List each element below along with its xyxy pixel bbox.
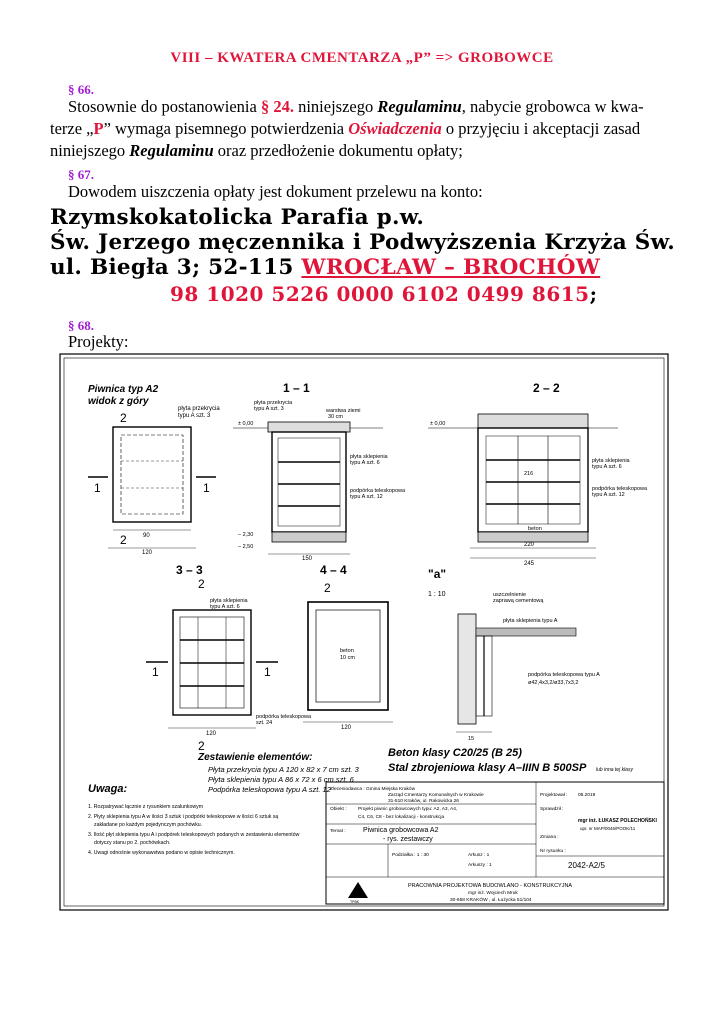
svg-text:120: 120 (341, 725, 352, 731)
svg-text:zakładane po każdym pojedynczy: zakładane po każdym pojedynczym pochówku. (94, 822, 203, 828)
svg-text:beton: beton (528, 526, 542, 532)
section-66-number: § 66. (68, 82, 94, 97)
svg-text:ø42,4x3,2/ø33,7x3,2: ø42,4x3,2/ø33,7x3,2 (528, 680, 579, 686)
svg-text:TPBK: TPBK (350, 900, 360, 904)
section-67-number: § 67. (68, 167, 94, 182)
city-name: WROCŁAW – BROCHÓW (301, 255, 601, 280)
account-holder-line-2: Św. Jerzego męczennika i Podwyższenia Krzyża Św. (50, 230, 676, 255)
section-68-number: § 68. (68, 318, 94, 333)
svg-text:PRACOWNIA PROJEKTOWA BUDOWLANO: PRACOWNIA PROJEKTOWA BUDOWLANO - KONSTRUKCYJNA (408, 883, 573, 889)
svg-text:120: 120 (142, 550, 153, 556)
title-block (326, 782, 664, 904)
svg-text:3. Ilość płyt sklepienia typu: 3. Ilość płyt sklepienia typu A i podpórek teleskopowych podanych w zestawieniu elementów (88, 832, 300, 838)
svg-text:- rys. zestawczy: - rys. zestawczy (383, 836, 433, 843)
plan-view (88, 384, 220, 556)
svg-text:120: 120 (206, 731, 217, 737)
svg-text:Projekt piwnic grobowcowych ty: Projekt piwnic grobowcowych typu: A2, A3, A4, (358, 807, 458, 812)
svg-text:Arkusz : 1: Arkusz : 1 (468, 853, 490, 858)
svg-text:Uwaga:: Uwaga: (88, 783, 128, 795)
svg-text:typu A szt. 6: typu A szt. 6 (350, 460, 380, 466)
svg-text:Płyta sklepienia typu A 86 x 7: Płyta sklepienia typu A 86 x 72 x 6 cm szt. 6 (208, 775, 354, 784)
svg-text:2042-A2/5: 2042-A2/5 (568, 861, 605, 870)
svg-text:Płyta przekrycia typu A 120 x: Płyta przekrycia typu A 120 x 82 x 7 cm szt. 3 (208, 765, 359, 774)
svg-text:10 cm: 10 cm (340, 655, 355, 661)
svg-text:lub inna tej klasy: lub inna tej klasy (596, 767, 633, 773)
svg-text:płyta przekrycia: płyta przekrycia (254, 400, 293, 406)
svg-text:2: 2 (198, 577, 205, 591)
material-specs (388, 747, 633, 774)
svg-text:31-510 Kraków, ul. Rakowicka 2: 31-510 Kraków, ul. Rakowicka 26 (388, 799, 459, 804)
svg-text:1: 1 (152, 665, 159, 679)
svg-text:Beton klasy C20/25 (B 25): Beton klasy C20/25 (B 25) (388, 747, 522, 759)
svg-text:mgr inż. Wojciech Mruk: mgr inż. Wojciech Mruk (468, 891, 518, 896)
section-reference: § 24. (260, 97, 294, 116)
account-holder-line-1: Rzymskokatolicka Parafia p.w. (50, 205, 425, 230)
bank-account-number: 98 1020 5226 0000 6102 0499 8615; (170, 282, 598, 306)
plan-section-mark: 2 (120, 411, 127, 425)
svg-text:15: 15 (468, 736, 475, 742)
svg-text:płyta sklepienia typu A: płyta sklepienia typu A (503, 618, 558, 624)
svg-text:± 0,00: ± 0,00 (238, 421, 254, 427)
section-67-text: Dowodem uiszczenia opłaty jest dokument przelewu na konto: (68, 182, 483, 201)
svg-text:Zestawienie elementów:: Zestawienie elementów: (198, 752, 313, 763)
company-logo-icon (348, 882, 368, 898)
svg-text:1 – 1: 1 – 1 (283, 381, 310, 395)
svg-text:150: 150 (302, 556, 313, 562)
svg-text:1 : 10: 1 : 10 (428, 591, 446, 598)
section-68-text: Projekty: (68, 332, 129, 351)
crypt-construction-drawing (58, 352, 670, 912)
svg-text:3 – 3: 3 – 3 (176, 563, 203, 577)
plan-subtitle: widok z góry (88, 396, 149, 407)
svg-text:upr. nr MAP/0046/POOK/11: upr. nr MAP/0046/POOK/11 (580, 826, 636, 831)
svg-text:Piwnica grobowcowa A2: Piwnica grobowcowa A2 (363, 827, 439, 834)
svg-text:typu A szt. 12: typu A szt. 12 (350, 494, 383, 500)
svg-text:Arkuszy : 1: Arkuszy : 1 (468, 863, 492, 868)
svg-text:Zarząd Cmentarzy Komunalnych w: Zarząd Cmentarzy Komunalnych w Krakowie (388, 793, 484, 798)
svg-text:1: 1 (94, 481, 101, 495)
svg-text:216: 216 (524, 471, 534, 477)
svg-text:podpórka teleskopowa typu A: podpórka teleskopowa typu A (528, 672, 600, 678)
svg-text:2: 2 (324, 581, 331, 595)
svg-text:Podziałka : 1 : 30: Podziałka : 1 : 30 (392, 853, 429, 858)
plan-title: Piwnica typ A2 (88, 384, 159, 395)
svg-text:beton: beton (340, 648, 354, 654)
svg-text:mgr inż. ŁUKASZ POLECHOŃSKI: mgr inż. ŁUKASZ POLECHOŃSKI (578, 818, 657, 824)
svg-text:podpórka teleskopowa: podpórka teleskopowa (256, 714, 312, 720)
svg-text:płyta sklepienia: płyta sklepienia (350, 454, 388, 460)
svg-text:2: 2 (198, 739, 205, 753)
svg-text:Stal zbrojeniowa klasy A–IIIN: Stal zbrojeniowa klasy A–IIIN B 500SP (388, 762, 587, 774)
svg-text:1: 1 (264, 665, 271, 679)
section-2-2 (428, 381, 648, 567)
svg-text:płyta przekrycia: płyta przekrycia (178, 406, 220, 412)
svg-text:"a": "a" (428, 567, 447, 581)
svg-text:szt. 24: szt. 24 (256, 720, 273, 726)
svg-text:typu A szt. 6: typu A szt. 6 (210, 604, 240, 610)
svg-text:30-658 KRAKÓW , ul. Łużycka 51: 30-658 KRAKÓW , ul. Łużycka 51/104 (450, 898, 532, 903)
section-1-1 (233, 381, 406, 562)
svg-text:typu A szt. 3: typu A szt. 3 (254, 406, 284, 412)
svg-text:płyta sklepienia: płyta sklepienia (210, 598, 248, 604)
svg-text:1: 1 (203, 481, 210, 495)
svg-text:90: 90 (143, 533, 150, 539)
svg-text:typu A szt. 6: typu A szt. 6 (592, 464, 622, 470)
section-3-3 (146, 563, 312, 753)
svg-text:2: 2 (120, 533, 127, 547)
chapter-heading: VIII – KWATERA CMENTARZA „P” => GROBOWCE (170, 50, 554, 66)
svg-text:typu A szt. 12: typu A szt. 12 (592, 492, 625, 498)
svg-text:2 – 2: 2 – 2 (533, 381, 560, 395)
svg-text:C4, C6, C8 - bez lokalizacji -: C4, C6, C8 - bez lokalizacji - konstrukcja (358, 815, 445, 820)
svg-text:2. Płyty sklepienia typu A w i: 2. Płyty sklepienia typu A w ilości 3 sztuk i podpórki teleskopowe w ilości 6 sztuk są (88, 814, 279, 820)
svg-text:Sprawdził :: Sprawdził : (540, 807, 564, 812)
section-4-4 (303, 563, 393, 731)
account-holder-address: ul. Biegła 3; 52-115 WROCŁAW – BROCHÓW (50, 255, 601, 280)
svg-text:warstwa ziemi: warstwa ziemi (326, 408, 361, 414)
svg-text:Zleceniodawca : Gmina Miejska: Zleceniodawca : Gmina Miejska Kraków (330, 787, 416, 792)
svg-text:30 cm: 30 cm (328, 414, 343, 420)
svg-text:245: 245 (524, 561, 535, 567)
svg-text:± 0,00: ± 0,00 (430, 421, 446, 427)
svg-text:Zmiana :: Zmiana : (540, 835, 559, 840)
svg-text:zaprawą cementową: zaprawą cementową (493, 598, 544, 604)
svg-text:typu A szt. 3: typu A szt. 3 (178, 413, 211, 419)
svg-text:220: 220 (524, 542, 535, 548)
section-66-text: Stosownie do postanowienia § 24. niniejszego Regulaminu, nabycie grobowca w kwa- terze „P” wymaga pisemnego potwierdzenia Oświadczenia o przyjęciu i akceptacji zasad niniejszego Regulaminu oraz przedłożenie dokumentu opłaty; (50, 97, 644, 160)
svg-text:podpórka teleskopowa: podpórka teleskopowa (350, 488, 406, 494)
svg-text:Temat :: Temat : (330, 829, 346, 834)
svg-text:dotyczy stanu po 2. pochówkach: dotyczy stanu po 2. pochówkach. (94, 840, 171, 846)
svg-text:Nr rysunku :: Nr rysunku : (540, 849, 566, 854)
svg-text:uszczelnienie: uszczelnienie (493, 592, 527, 598)
svg-text:– 2,30: – 2,30 (238, 532, 254, 538)
svg-text:1. Rozpatrywać łącznie z rysun: 1. Rozpatrywać łącznie z rysunkiem szalunkowym (88, 804, 204, 810)
svg-text:płyta sklepienia: płyta sklepienia (592, 458, 630, 464)
svg-text:Obiekt :: Obiekt : (330, 807, 347, 812)
technical-drawing (58, 352, 670, 912)
svg-text:Projektował :: Projektował : (540, 793, 568, 798)
svg-text:– 2,50: – 2,50 (238, 544, 254, 550)
detail-a (428, 567, 600, 742)
svg-text:4. Uwagi odnośnie wykonawstwa: 4. Uwagi odnośnie wykonawstwa podano w opisie technicznym. (88, 850, 235, 856)
svg-text:4 – 4: 4 – 4 (320, 563, 347, 577)
svg-text:podpórka teleskopowa: podpórka teleskopowa (592, 486, 648, 492)
svg-text:05.2019: 05.2019 (578, 793, 596, 798)
svg-text:Podpórka teleskopowa typu A sz: Podpórka teleskopowa typu A szt. 12 (208, 785, 331, 794)
